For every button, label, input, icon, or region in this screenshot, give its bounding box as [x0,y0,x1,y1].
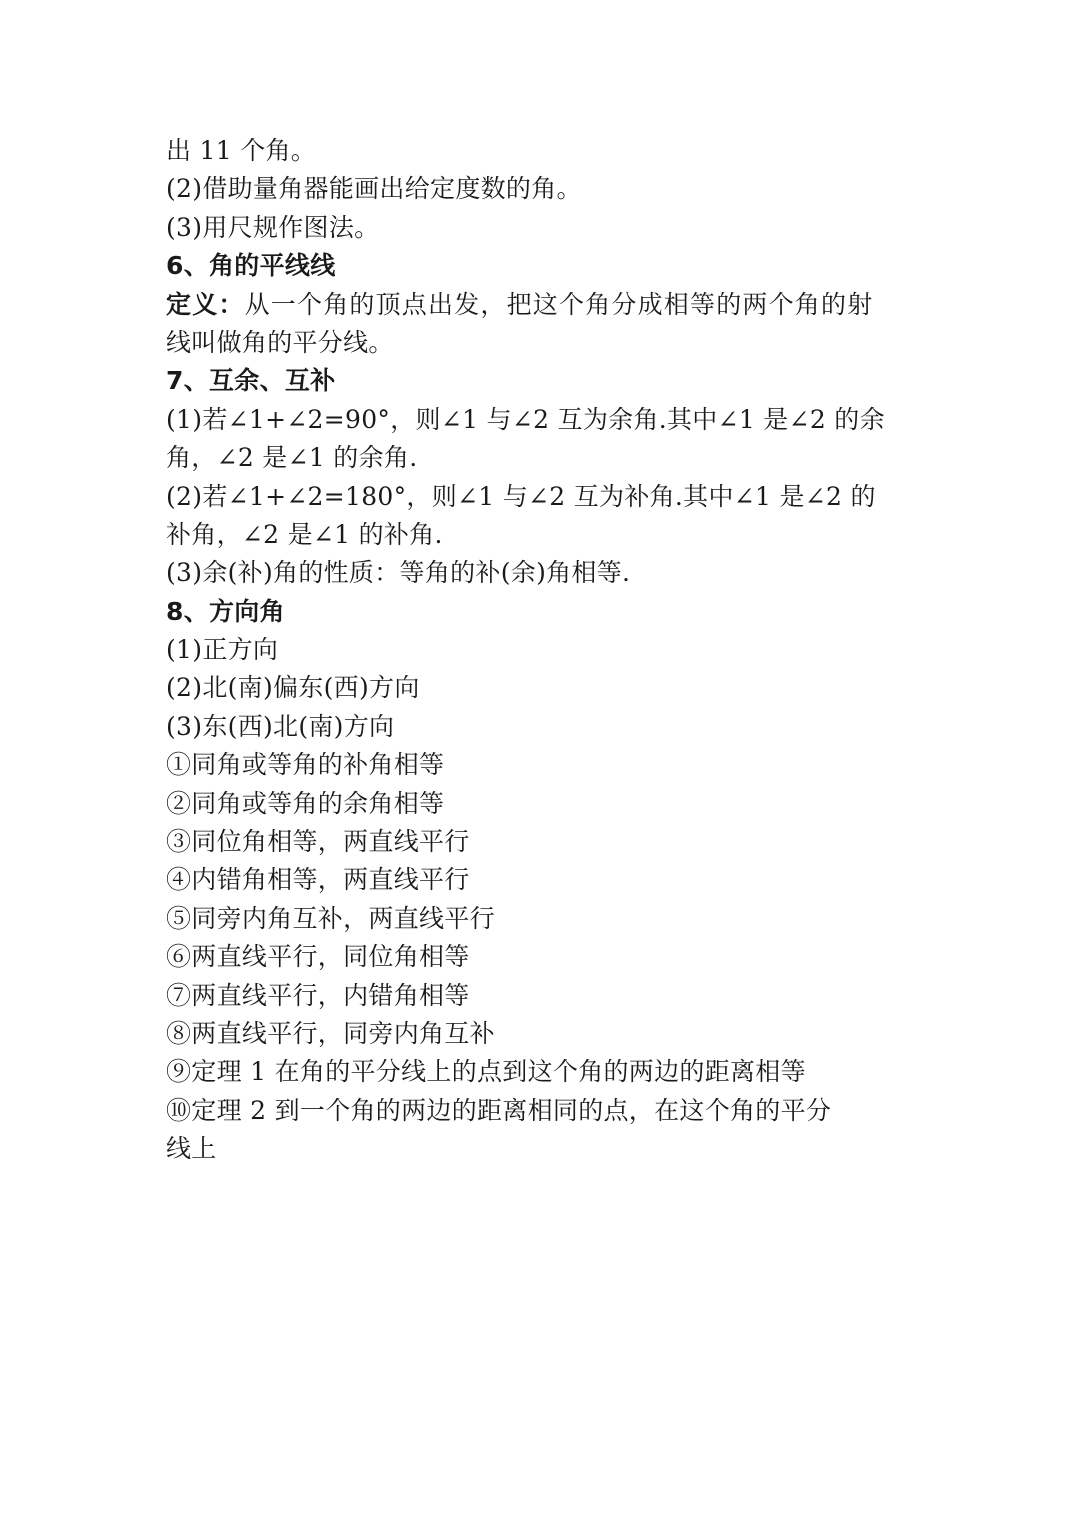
text-line: (3)东(西)北(南)方向 [166,711,395,741]
text-line: 线上 [166,1134,217,1164]
list-item: ⑥两直线平行，同位角相等 [166,942,470,972]
definition-line [166,286,896,324]
list-item: ③同位角相等，两直线平行 [166,827,470,857]
section-heading: 8、方向角 [166,596,285,626]
text-line: 出 11 个角。 [166,136,317,165]
document-page [166,132,896,1169]
section-heading: 6、角的平线线 [166,251,336,281]
text-line: 角，∠2 是∠1 的余角. [166,443,418,473]
list-item: ⑨定理 1 在角的平分线上的点到这个角的两边的距离相等 [166,1057,806,1087]
text-line: (1)正方向 [166,635,279,665]
list-item: ⑩定理 2 到一个角的两边的距离相同的点，在这个角的平分 [166,1095,832,1125]
text-line: 补角，∠2 是∠1 的补角. [166,519,443,549]
definition-text: 从一个角的顶点出发，把这个角分成相等的两个角的射 [244,289,874,319]
list-item: ⑦两直线平行，内错角相等 [166,980,470,1010]
list-item: ④内错角相等，两直线平行 [166,865,470,895]
text-line: (3)用尺规作图法。 [166,212,380,242]
text-line: (2)北(南)偏东(西)方向 [166,673,420,703]
list-item: ②同角或等角的余角相等 [166,788,445,818]
text-line: (1)若∠1+∠2=90°，则∠1 与∠2 互为余角.其中∠1 是∠2 的余 [166,404,885,434]
definition-label: 定义： [166,289,245,319]
text-line: (3)余(补)角的性质：等角的补(余)角相等. [166,558,631,588]
list-item: ①同角或等角的补角相等 [166,750,445,780]
text-line: (2)若∠1+∠2=180°，则∠1 与∠2 互为补角.其中∠1 是∠2 的 [166,481,876,511]
list-item: ⑤同旁内角互补，两直线平行 [166,903,495,933]
section-heading: 7、互余、互补 [166,366,336,396]
text-line: (2)借助量角器能画出给定度数的角。 [166,174,582,204]
list-item: ⑧两直线平行，同旁内角互补 [166,1018,495,1048]
text-line: 线叫做角的平分线。 [166,327,394,357]
